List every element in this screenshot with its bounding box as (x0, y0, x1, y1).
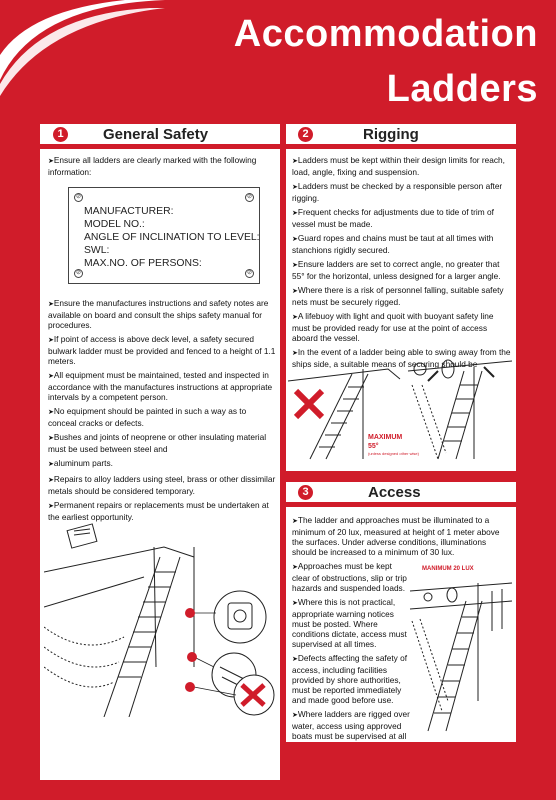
max-angle-note: (unless designed other wise) (368, 451, 419, 456)
max-angle-value: 55° (368, 443, 379, 450)
plate-line: MAX.NO. OF PERSONS: (84, 258, 202, 269)
bullet-item: ➤ Ensure all ladders are clearly marked with the following information: (48, 155, 276, 177)
bullet-item: ➤ Approaches must be kept clear of obstructions, slip or trip hazards and suspended loads. (292, 561, 410, 593)
lux-label: MANIMUM 20 LUX (422, 566, 474, 572)
section-header-general (40, 124, 280, 144)
access-illustration (408, 561, 514, 737)
bullet-item: ➤ Where ladders are rigged over water, access using approved boats must be supervised at all (292, 709, 410, 751)
rigging-panel (286, 149, 516, 471)
bullet-item: ➤ Permanent repairs or replacements must be undertaken at the earliest opportunity. (48, 500, 276, 522)
bullet-item: ➤ Where this is not practical, appropriate warning notices must be posted. Where conditions dictate, access must supervised at all times. (292, 597, 410, 649)
ladder-id-plate (68, 187, 260, 284)
bullet-item: ➤ Ensure ladders are set to correct angle, no greater that 55° for the horizontal, unless designed for a larger angle. (292, 259, 512, 281)
bullet-item: ➤ The ladder and approaches must be illuminated to a minimum of 20 lux, measured at height of 1 meter above the surfaces. Under adverse conditions, illuminations should be increased to a minimum of 30 lux. (292, 515, 512, 557)
bullet-item: ➤ Frequent checks for adjustments due to tide of trim of vessel must be made. (292, 207, 512, 229)
section-header-rigging (286, 124, 516, 144)
section-heading: General Safety (103, 125, 209, 143)
poster-title-line2: Ladders (386, 68, 538, 110)
section-number-badge: 3 (298, 485, 313, 500)
section-heading: Access (368, 483, 421, 501)
access-panel (286, 507, 516, 742)
bullet-item: ➤ Guard ropes and chains must be taut at all times with stanchions rigidly secured. (292, 233, 512, 255)
bullet-item: ➤ Defects affecting the safety of access, including facilities provided by shore authorities, must be reported immediately and made good before use. (292, 653, 410, 705)
screw-icon: ⊘ (246, 194, 253, 200)
plate-line: MODEL NO.: (84, 219, 145, 230)
bullet-item: ➤ No equipment should be painted in such a way as to conceal cracks or defects. (48, 406, 276, 428)
bullet-item: ➤ If point of access is above deck level, a safety secured bulwark ladder must be provided and fenced to a height of 1.1 meters. (48, 334, 276, 366)
rigging-angle-illustration (288, 349, 514, 467)
plate-line: SWL: (84, 245, 110, 256)
section-header-access (286, 482, 516, 502)
screw-icon: ⊘ (75, 270, 82, 276)
bullet-item: ➤ Ladders must be checked by a responsible person after rigging. (292, 181, 512, 203)
plate-line: MANUFACTURER: (84, 206, 174, 217)
ladder-detail-illustration (44, 517, 276, 717)
bullet-item: ➤ Ladders must be kept within their design limits for reach, load, angle, fixing and suspension. (292, 155, 512, 177)
bullet-item: ➤ Where there is a risk of personnel falling, suitable safety nets must be securely rigged. (292, 285, 512, 307)
section-heading: Rigging (363, 125, 419, 143)
bullet-item: ➤ All equipment must be maintained, tested and inspected in accordance with the manufactures instructions at appropriate intervals by a competent person. (48, 370, 276, 402)
bullet-item: ➤ aluminum parts. (48, 458, 276, 470)
bottom-band (286, 742, 516, 780)
section-number-badge: 1 (53, 127, 68, 142)
plate-line: ANGLE OF INCLINATION TO LEVEL: (84, 232, 260, 243)
bullet-item: ➤ A lifebuoy with light and quoit with buoyant safety line must be provided ready for use at the point of access aboard the vessel. (292, 311, 512, 343)
bullet-item: ➤ Bushes and joints of neoprene or other insulating material must be used between steel and (48, 432, 276, 454)
screw-icon: ⊘ (246, 270, 253, 276)
section-number-badge: 2 (298, 127, 313, 142)
bullet-item: ➤ Repairs to alloy ladders using steel, brass or other dissimilar metals should be considered temporary. (48, 474, 276, 496)
poster-title-line1: Accommodation (233, 13, 538, 55)
general-safety-panel (40, 149, 280, 780)
bullet-item: ➤ In the event of a ladder being able to swing away from the ships side, a suitable means of securing should be (292, 347, 512, 369)
screw-icon: ⊘ (75, 194, 82, 200)
bullet-item: ➤ Ensure the manufactures instructions and safety notes are available on board and consult the ships safety manual for procedures. (48, 298, 276, 330)
max-angle-label: MAXIMUM (368, 434, 403, 441)
